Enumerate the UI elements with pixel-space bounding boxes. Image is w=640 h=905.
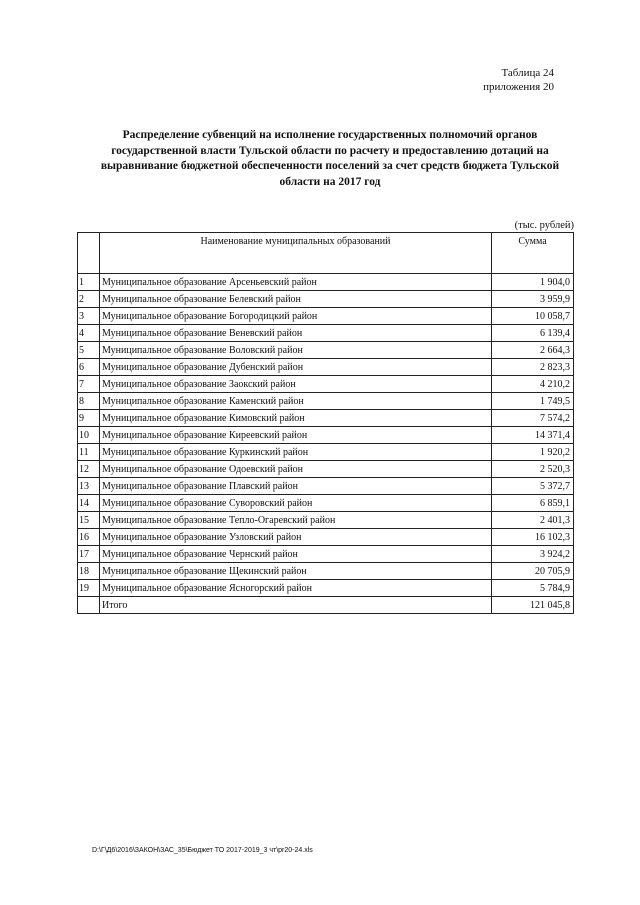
table-row (78, 529, 574, 546)
table-row (78, 410, 574, 427)
row-number: 2 (78, 291, 100, 308)
row-number: 15 (78, 512, 100, 529)
row-number: 14 (78, 495, 100, 512)
row-name: Муниципальное образование Щекинский район (100, 563, 492, 580)
row-number: 10 (78, 427, 100, 444)
appendix-number: приложения 20 (483, 81, 554, 93)
row-number: 19 (78, 580, 100, 597)
row-sum: 6 859,1 (492, 495, 574, 512)
row-sum: 16 102,3 (492, 529, 574, 546)
row-sum: 20 705,9 (492, 563, 574, 580)
row-sum: 3 959,9 (492, 291, 574, 308)
unit-label: (тыс. рублей) (514, 220, 574, 231)
total-number-cell (78, 597, 100, 614)
row-number: 17 (78, 546, 100, 563)
row-sum: 1 920,2 (492, 444, 574, 461)
table-row (78, 444, 574, 461)
row-name: Муниципальное образование Плавский район (100, 478, 492, 495)
row-number: 9 (78, 410, 100, 427)
row-name: Муниципальное образование Богородицкий район (100, 308, 492, 325)
row-name: Муниципальное образование Тепло-Огаревский район (100, 512, 492, 529)
row-number: 6 (78, 359, 100, 376)
row-name: Муниципальное образование Одоевский район (100, 461, 492, 478)
row-sum: 6 139,4 (492, 325, 574, 342)
total-row (78, 597, 574, 614)
row-number: 1 (78, 274, 100, 291)
row-name: Муниципальное образование Дубенский район (100, 359, 492, 376)
row-sum: 2 401,3 (492, 512, 574, 529)
table-row (78, 376, 574, 393)
row-sum: 14 371,4 (492, 427, 574, 444)
row-name: Муниципальное образование Воловский район (100, 342, 492, 359)
table-row (78, 478, 574, 495)
table-row (78, 495, 574, 512)
row-number: 5 (78, 342, 100, 359)
row-number: 11 (78, 444, 100, 461)
table-row (78, 308, 574, 325)
row-name: Муниципальное образование Белевский район (100, 291, 492, 308)
row-name: Муниципальное образование Веневский район (100, 325, 492, 342)
row-name: Муниципальное образование Ясногорский район (100, 580, 492, 597)
row-name: Муниципальное образование Суворовский район (100, 495, 492, 512)
row-sum: 4 210,2 (492, 376, 574, 393)
row-name: Муниципальное образование Кимовский район (100, 410, 492, 427)
row-name: Муниципальное образование Каменский район (100, 393, 492, 410)
table-row (78, 393, 574, 410)
header-number-cell (78, 233, 100, 274)
table-row (78, 546, 574, 563)
row-name: Муниципальное образование Куркинский район (100, 444, 492, 461)
table-number: Таблица 24 (501, 67, 554, 79)
row-sum: 3 924,2 (492, 546, 574, 563)
table-row (78, 512, 574, 529)
table-row (78, 325, 574, 342)
header-name-cell: Наименование муниципальных образований (100, 233, 492, 274)
row-number: 12 (78, 461, 100, 478)
file-path: D:\Г\Д6\2016\ЗАКОН\ЗАС_35\Бюджет ТО 2017-2019_3 чт\pr20-24.xls (92, 847, 313, 854)
row-number: 16 (78, 529, 100, 546)
subsidy-table (77, 232, 574, 614)
total-sum: 121 045,8 (492, 597, 574, 614)
row-sum: 10 058,7 (492, 308, 574, 325)
row-sum: 2 664,3 (492, 342, 574, 359)
table-row (78, 580, 574, 597)
table-body (78, 274, 574, 597)
table-row (78, 274, 574, 291)
row-sum: 7 574,2 (492, 410, 574, 427)
table-row (78, 563, 574, 580)
row-number: 3 (78, 308, 100, 325)
row-sum: 5 372,7 (492, 478, 574, 495)
header-sum-cell: Сумма (492, 233, 574, 274)
row-number: 4 (78, 325, 100, 342)
table-header-row (78, 233, 574, 274)
table-row (78, 291, 574, 308)
table-row (78, 359, 574, 376)
row-number: 8 (78, 393, 100, 410)
table-row (78, 427, 574, 444)
row-sum: 2 823,3 (492, 359, 574, 376)
table-row (78, 461, 574, 478)
row-name: Муниципальное образование Заокский район (100, 376, 492, 393)
row-name: Муниципальное образование Узловский район (100, 529, 492, 546)
row-number: 7 (78, 376, 100, 393)
table-reference (483, 66, 554, 94)
row-sum: 1 749,5 (492, 393, 574, 410)
row-name: Муниципальное образование Чернский район (100, 546, 492, 563)
row-sum: 2 520,3 (492, 461, 574, 478)
row-name: Муниципальное образование Арсеньевский район (100, 274, 492, 291)
row-number: 18 (78, 563, 100, 580)
row-sum: 5 784,9 (492, 580, 574, 597)
row-number: 13 (78, 478, 100, 495)
row-sum: 1 904,0 (492, 274, 574, 291)
row-name: Муниципальное образование Киреевский район (100, 427, 492, 444)
table-row (78, 342, 574, 359)
document-title: Распределение субвенций на исполнение государственных полномочий органов государственной власти Тульской области по расчету и предоставлению дотаций на выравнивание бюджетной обеспеченности поселений за счет средств бюджета Тульской области на 2017 год (100, 129, 560, 188)
total-label: Итого (100, 597, 492, 614)
